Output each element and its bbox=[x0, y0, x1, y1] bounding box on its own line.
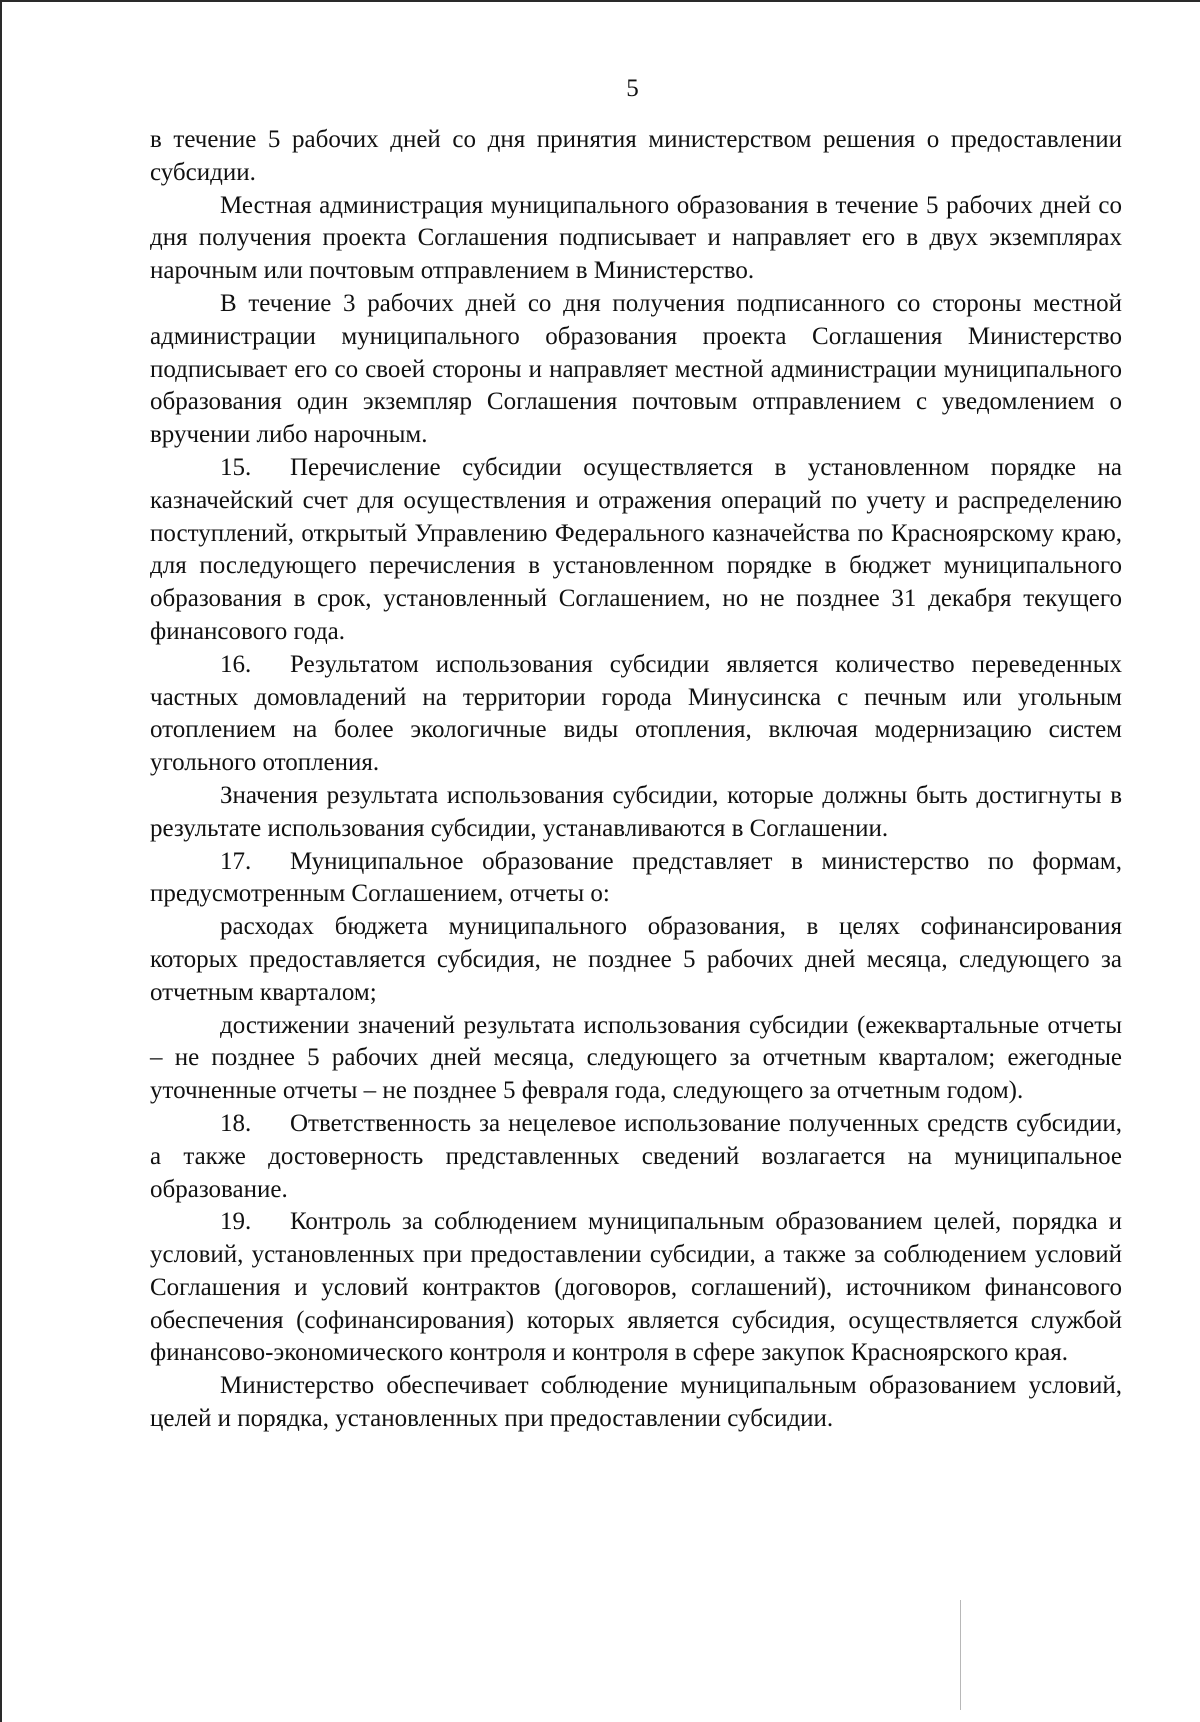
scan-border-top bbox=[0, 0, 1200, 2]
clause-number: 18. bbox=[220, 1109, 252, 1137]
clause-15 bbox=[150, 452, 1122, 649]
clause-text: Контроль за соблюдением муниципальным образованием целей, порядка и условий, установленных при предоставлении субсидии, а также за соблюдением условий Соглашения и условий контрактов (договоров, соглашений), источником финансового обеспечения (софинансирования) которых является субсидия, осуществляется службой финансово-экономического контроля и контроля в сфере закупок Красноярского края. bbox=[150, 1208, 1122, 1367]
paragraph-result-values: Значения результата использования субсидии, которые должны быть достигнуты в результате использования субсидии, устанавливаются в Соглашении. bbox=[150, 781, 1122, 842]
scan-artifact-line bbox=[960, 1600, 961, 1710]
report-achievements: достижении значений результата использования субсидии (ежеквартальные отчеты – не позднее 5 рабочих дней месяца, следующего за отчетным кварталом; ежегодные уточненные отчеты – не позднее 5 февраля года, следующего за отчетным годом). bbox=[150, 1011, 1122, 1105]
paragraph-ministry-compliance: Министерство обеспечивает соблюдение муниципальным образованием условий, целей и порядка, установленных при предоставлении субсидии. bbox=[150, 1372, 1122, 1433]
clause-19 bbox=[150, 1206, 1122, 1370]
report-expenses: расходах бюджета муниципального образования, в целях софинансирования которых предоставляется субсидия, не позднее 5 рабочих дней месяца, следующего за отчетным кварталом; bbox=[150, 913, 1122, 1006]
clause-number: 15. bbox=[220, 453, 252, 481]
clause-number: 17. bbox=[220, 847, 252, 875]
paragraph-continuation: в течение 5 рабочих дней со дня принятия министерством решения о предоставлении субсидии. bbox=[150, 126, 1122, 186]
clause-text: Ответственность за нецелевое использование полученных средств субсидии, а также достоверность представленных сведений возлагается на муниципальное образование. bbox=[150, 1109, 1122, 1203]
paragraph-local-administration: Местная администрация муниципального образования в течение 5 рабочих дней со дня получения проекта Соглашения подписывает и направляет его в двух экземплярах нарочным или почтовым отправлением в Министерство. bbox=[150, 191, 1122, 285]
clause-text: Перечисление субсидии осуществляется в установленном порядке на казначейский счет для осуществления и отражения операций по учету и распределению поступлений, открытый Управлению Федерального казначейства по Красноярскому краю, для последующего перечисления в установленном порядке в бюджет муниципального образования в срок, установленный Соглашением, но не позднее 31 декабря текущего финансового года. bbox=[150, 453, 1122, 645]
paragraph-ministry-signing: В течение 3 рабочих дней со дня получения подписанного со стороны местной администрации муниципального образования проекта Соглашения Министерство подписывает его со своей стороны и направляет местной администрации муниципального образования один экземпляр Соглашения почтовым отправлением с уведомлением о вручении либо нарочным. bbox=[150, 289, 1122, 449]
page-number: 5 bbox=[626, 75, 639, 102]
clause-17 bbox=[150, 846, 1122, 912]
scan-border-left bbox=[0, 0, 2, 1722]
clause-number: 16. bbox=[220, 650, 252, 678]
document-body bbox=[150, 124, 1122, 1436]
clause-text: Муниципальное образование представляет в министерство по формам, предусмотренным Соглашением, отчеты о: bbox=[150, 847, 1122, 908]
clause-text: Результатом использования субсидии является количество переведенных частных домовладений на территории города Минусинска с печным или угольным отоплением на более экологичные виды отопления, включая модернизацию систем угольного отопления. bbox=[150, 650, 1122, 777]
clause-number: 19. bbox=[220, 1208, 252, 1236]
clause-18 bbox=[150, 1108, 1122, 1206]
clause-16 bbox=[150, 649, 1122, 780]
